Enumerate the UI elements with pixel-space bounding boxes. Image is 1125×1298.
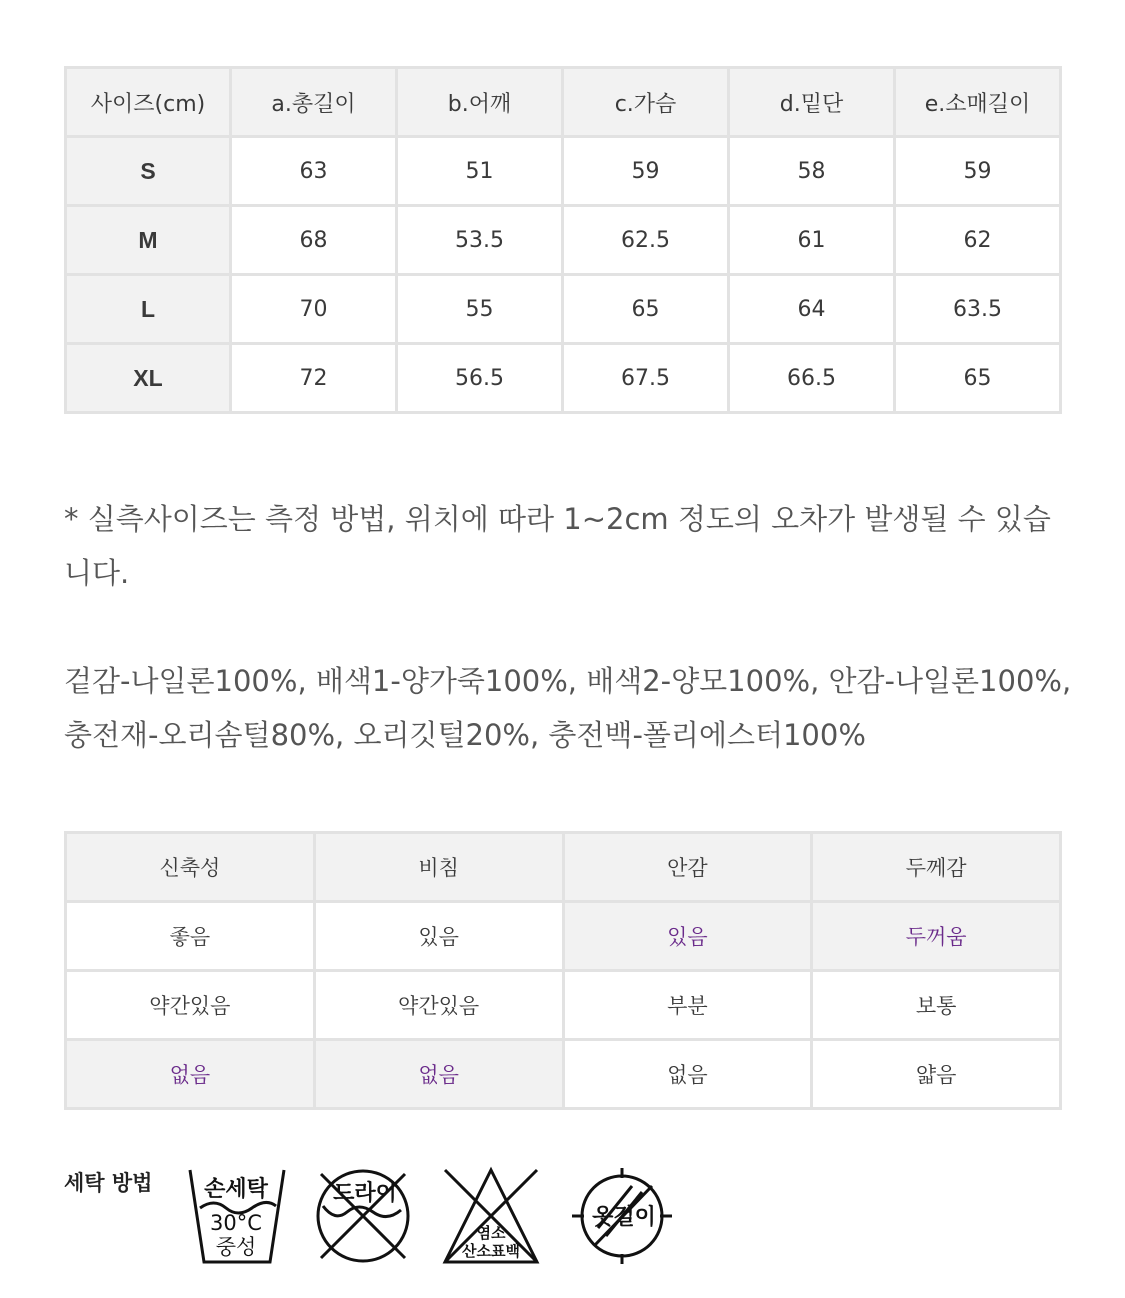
header-cell: b.어깨 [397, 68, 563, 137]
hand-wash-line: 손세탁 [204, 1177, 268, 1202]
table-cell: 68 [231, 206, 397, 275]
table-cell: 63.5 [895, 275, 1061, 344]
table-cell: 얇음 [812, 1040, 1061, 1109]
size-label: XL [66, 344, 231, 413]
no-dry-clean-icon [313, 1166, 413, 1266]
table-cell: 55 [397, 275, 563, 344]
table-cell: 56.5 [397, 344, 563, 413]
no-hanger-text: 옷걸이 [592, 1205, 656, 1230]
size-table-header [66, 68, 1061, 137]
table-row [66, 971, 1061, 1040]
header-cell: 사이즈(cm) [66, 68, 231, 137]
table-cell: 70 [231, 275, 397, 344]
table-cell: 62 [895, 206, 1061, 275]
no-hanger-icon [572, 1166, 672, 1266]
table-cell: 약간있음 [66, 971, 315, 1040]
header-cell: d.밑단 [729, 68, 895, 137]
header-cell: c.가슴 [563, 68, 729, 137]
table-row [66, 902, 1061, 971]
table-cell: 부분 [563, 971, 812, 1040]
header-cell: 안감 [563, 833, 812, 902]
table-cell: 61 [729, 206, 895, 275]
no-bleach-line: 염소 [476, 1224, 506, 1242]
table-cell: 없음 [563, 1040, 812, 1109]
table-cell: 63 [231, 137, 397, 206]
size-label: S [66, 137, 231, 206]
table-cell: 약간있음 [314, 971, 563, 1040]
table-cell: 보통 [812, 971, 1061, 1040]
table-cell: 있음 [314, 902, 563, 971]
table-cell: 65 [563, 275, 729, 344]
selected-cell: 있음 [563, 902, 812, 971]
size-label: L [66, 275, 231, 344]
table-cell: 66.5 [729, 344, 895, 413]
header-cell: e.소매길이 [895, 68, 1061, 137]
selected-cell: 없음 [66, 1040, 315, 1109]
table-row [66, 206, 1061, 275]
table-cell: 64 [729, 275, 895, 344]
no-bleach-line: 산소표백 [462, 1242, 520, 1260]
wash-label: 세탁 방법 [64, 1171, 153, 1195]
header-cell: 신축성 [66, 833, 315, 902]
table-cell: 62.5 [563, 206, 729, 275]
header-cell: a.총길이 [231, 68, 397, 137]
size-note: * 실측사이즈는 측정 방법, 위치에 따라 1~2cm 정도의 오차가 발생될 수 있습니다. [64, 502, 1051, 590]
no-dry-clean-text: 드라이 [333, 1181, 397, 1206]
hand-wash-line: 중성 [215, 1235, 257, 1259]
material-note: 겉감-나일론100%, 배색1-양가죽100%, 배색2-양모100%, 안감-나일론100%, 충전재-오리솜털80%, 오리깃털20%, 충전백-폴리에스터100% [64, 664, 1072, 752]
selected-cell: 없음 [314, 1040, 563, 1109]
size-table [64, 66, 1062, 414]
header-cell: 두께감 [812, 833, 1061, 902]
table-cell: 51 [397, 137, 563, 206]
table-row [66, 275, 1061, 344]
table-cell: 53.5 [397, 206, 563, 275]
table-row [66, 344, 1061, 413]
fabric-table-header [66, 833, 1061, 902]
header-cell: 비침 [314, 833, 563, 902]
hand-wash-line: 30°C [210, 1211, 262, 1235]
table-cell: 58 [729, 137, 895, 206]
table-cell: 59 [563, 137, 729, 206]
table-row [66, 137, 1061, 206]
size-label: M [66, 206, 231, 275]
no-bleach-icon [441, 1166, 541, 1266]
table-cell: 좋음 [66, 902, 315, 971]
fabric-table [64, 831, 1062, 1110]
table-cell: 59 [895, 137, 1061, 206]
table-cell: 67.5 [563, 344, 729, 413]
table-cell: 65 [895, 344, 1061, 413]
table-row [66, 1040, 1061, 1109]
selected-cell: 두꺼움 [812, 902, 1061, 971]
table-cell: 72 [231, 344, 397, 413]
hand-wash-icon [186, 1166, 286, 1266]
